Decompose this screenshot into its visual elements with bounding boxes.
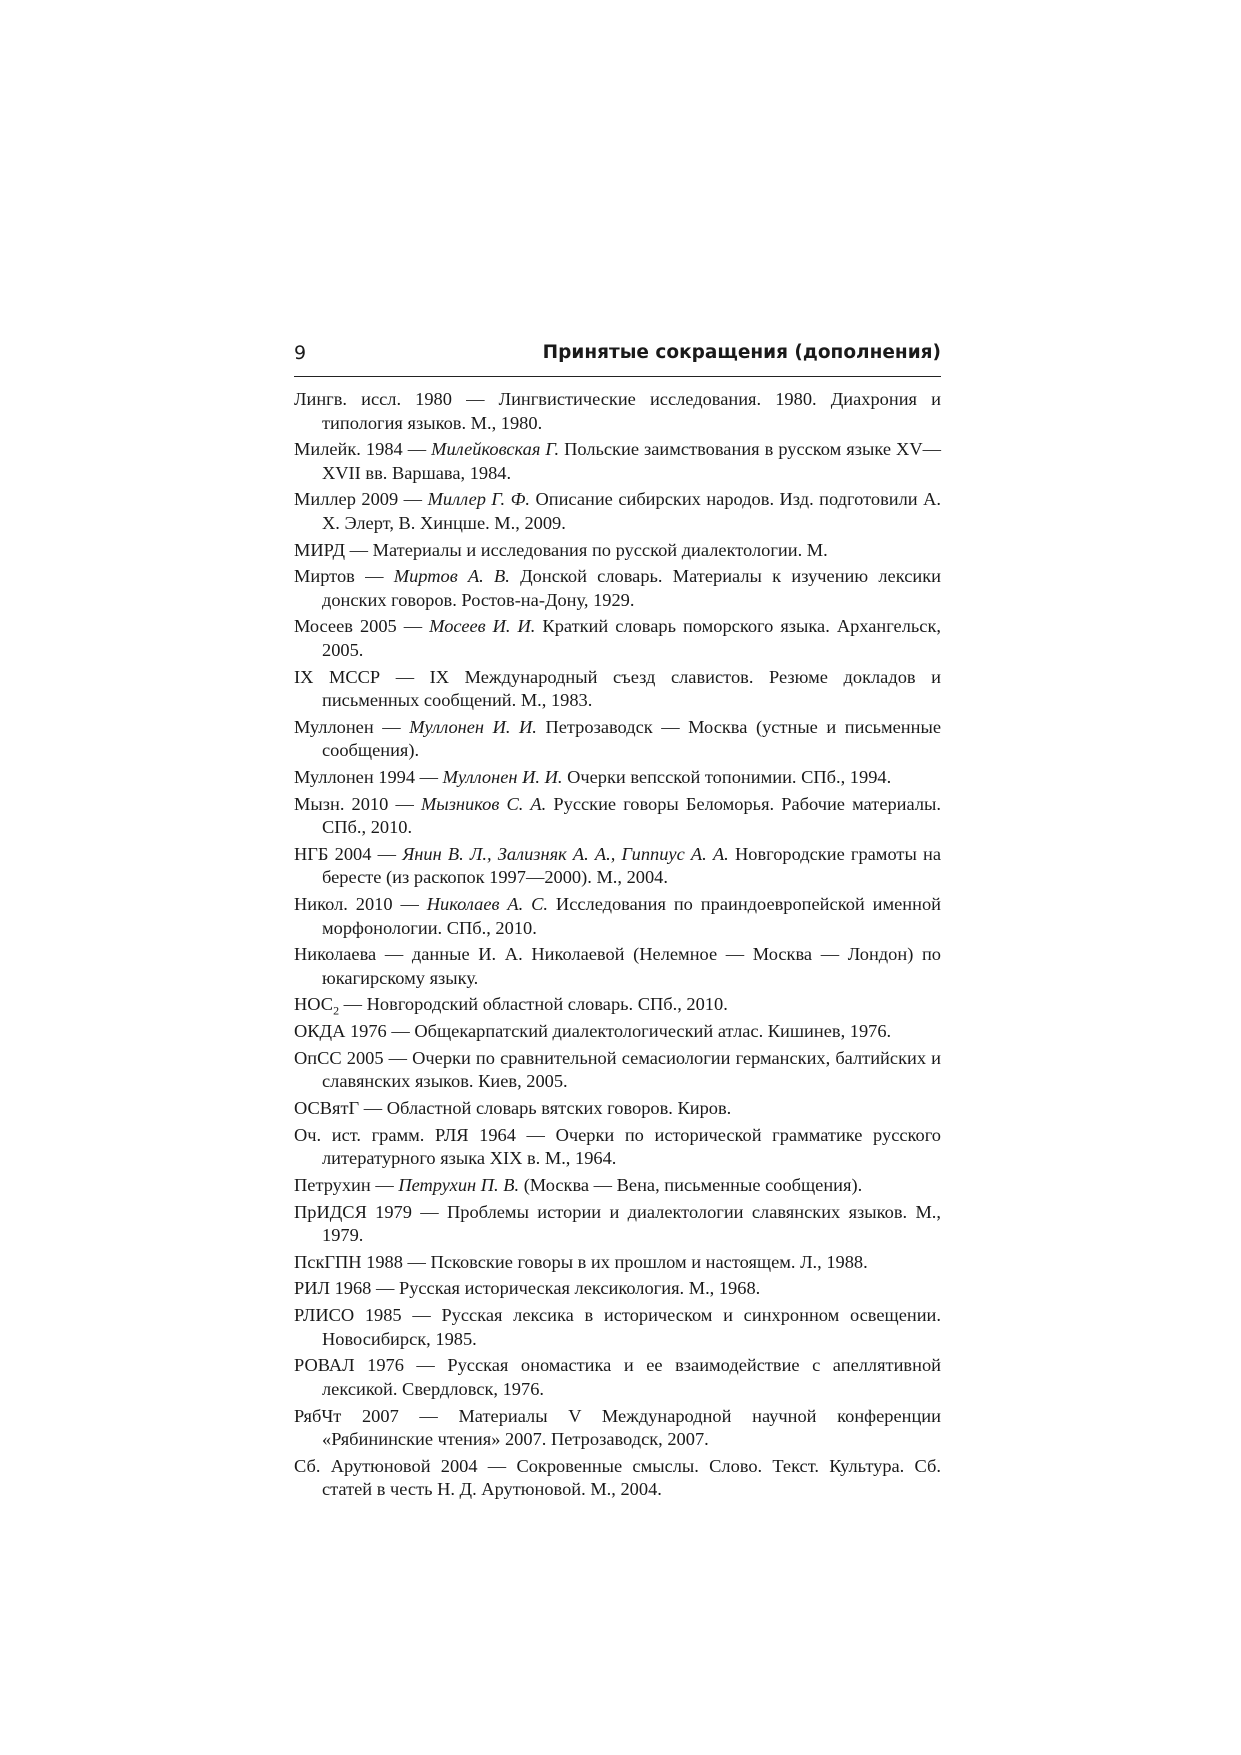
entry-abbreviation-subscript: 2 [333,1004,340,1019]
abbreviation-entry: Муллонен 1994 — Муллонен И. И. Очерки вепсской топонимии. СПб., 1994. [294,767,892,787]
running-title: Принятые сокращения (дополнения) [542,342,941,363]
entry-description: Очерки по исторической грамматике русского литературного языка XIX в. М., 1964. [322,1124,941,1169]
entry-author: Мызников С. А. [420,793,547,814]
entry-description: Проблемы истории и диалектологии славянских языков. М., 1979. [322,1201,942,1246]
entry-description: Петрозаводск — Москва (устные и письменные сообщения). [322,716,942,761]
abbreviation-entry: IX МССР — IX Международный съезд славистов. Резюме докладов и письменных сообщений. М., 1983. [294,666,942,711]
abbreviation-entry: Николаева — данные И. А. Николаевой (Нелемное — Москва — Лондон) по юкагирскому языку. [294,944,942,988]
abbreviation-entry: ОпСС 2005 — Очерки по сравнительной семасиологии германских, балтийских и славянских языков. Киев, 2005. [294,1047,941,1092]
entry-abbreviation: IX МССР [294,666,381,687]
entry-author: Миртов А. В. [393,566,510,587]
entry-description: данные И. А. Николаевой (Нелемное — Москва — Лондон) по юкагирскому языку. [322,944,942,988]
abbreviation-entry: Милейк. 1984 — Милейковская Г. Польские заимствования в русском языке XV—XVII вв. Варшава, 1984. [294,439,941,483]
entry-abbreviation: РябЧт 2007 [294,1405,399,1426]
entry-description: Русская историческая лексикология. М., 1968. [398,1278,761,1299]
abbreviation-entry: ОСВятГ — Областной словарь вятских говоров. Киров. [294,1098,732,1118]
entry-abbreviation: Миртов [294,566,355,587]
abbreviation-entry: Лингв. иссл. 1980 — Лингвистические исследования. 1980. Диахрония и типология языков. М., 1980. [294,389,941,433]
abbreviation-entry: Мосеев 2005 — Мосеев И. И. Краткий словарь поморского языка. Архангельск, 2005. [294,616,941,660]
entry-abbreviation: Петрухин [294,1174,371,1195]
entry-description: Исследования по праиндоевропейской именной морфонологии. СПб., 2010. [322,894,942,938]
entry-author: Миллер Г. Ф. [427,489,530,510]
abbreviation-entry: РОВАЛ 1976 — Русская ономастика и ее взаимодействие с апеллятивной лексикой. Свердловск, 1976. [294,1355,941,1399]
entry-description: Польские заимствования в русском языке XV—XVII вв. Варшава, 1984. [322,439,941,483]
entry-description: Общекарпатский диалектологический атлас. Кишинев, 1976. [414,1021,892,1042]
entry-author: Милейковская Г. [431,439,560,460]
entry-abbreviation: РОВАЛ 1976 [294,1355,404,1376]
entry-description: Материалы V Международной научной конференции «Рябининские чтения» 2007. Петрозаводск, 2007. [322,1405,941,1449]
abbreviation-entry: Оч. ист. грамм. РЛЯ 1964 — Очерки по исторической грамматике русского литературного языка XIX в. М., 1964. [294,1124,941,1169]
entry-abbreviation: Миллер 2009 [294,489,399,510]
abbreviation-entry: Мызн. 2010 — Мызников С. А. Русские говоры Беломорья. Рабочие материалы. СПб., 2010. [294,793,941,838]
entry-description: Донской словарь. Материалы к изучению лексики донских говоров. Ростов-на-Дону, 1929. [322,566,941,610]
entry-abbreviation: Мызн. 2010 [294,793,389,814]
entry-abbreviation: МИРД [294,539,346,560]
entry-description: Русская ономастика и ее взаимодействие с апеллятивной лексикой. Свердловск, 1976. [322,1355,941,1399]
entry-abbreviation: Николаева [294,944,377,965]
entry-author: Янин В. Л., Зализняк А. А., Гиппиус А. А. [402,843,729,864]
abbreviation-entry: РябЧт 2007 — Материалы V Международной научной конференции «Рябининские чтения» 2007. Петрозаводск, 2007. [294,1405,941,1449]
entry-description: Русская лексика в историческом и синхронном освещении. Новосибирск, 1985. [322,1305,941,1349]
entry-description: Краткий словарь поморского языка. Архангельск, 2005. [322,616,941,660]
abbreviation-entry: ПскГПН 1988 — Псковские говоры в их прошлом и настоящем. Л., 1988. [294,1251,868,1272]
entry-abbreviation: ОКДА 1976 [294,1021,387,1042]
abbreviation-entry: $НОС_2$ — Новгородский областной словарь. СПб., 2010. [294,994,728,1019]
abbreviation-list [294,388,941,1505]
abbreviation-entry: Муллонен — Муллонен И. И. Петрозаводск — Москва (устные и письменные сообщения). [294,716,942,761]
entry-description: Сокровенные смыслы. Слово. Текст. Культура. Сб. статей в честь Н. Д. Арутюновой. М., 2004. [322,1455,941,1500]
entry-abbreviation: Сб. Арутюновой 2004 [294,1455,478,1476]
entry-description: Описание сибирских народов. Изд. подготовили А. Х. Элерт, В. Хинцше. М., 2009. [322,489,941,533]
entry-description: Очерки вепсской топонимии. СПб., 1994. [567,767,892,787]
page-header [294,340,941,377]
abbreviation-entry: Миллер 2009 — Миллер Г. Ф. Описание сибирских народов. Изд. подготовили А. Х. Элерт, В. Хинцше. М., 2009. [294,489,941,533]
abbreviation-entry: НГБ 2004 — Янин В. Л., Зализняк А. А., Гиппиус А. А. Новгородские грамоты на бересте (из раскопок 1997—2000). М., 2004. [294,843,941,888]
entry-description: Новгородский областной словарь. СПб., 2010. [366,994,728,1015]
abbreviation-entry: ПрИДСЯ 1979 — Проблемы истории и диалектологии славянских языков. М., 1979. [294,1201,942,1246]
entry-abbreviation: РИЛ 1968 [294,1278,372,1299]
abbreviation-entry: Сб. Арутюновой 2004 — Сокровенные смыслы. Слово. Текст. Культура. Сб. статей в честь Н. Д. Арутюновой. М., 2004. [294,1455,941,1500]
entry-description: Лингвистические исследования. 1980. Диахрония и типология языков. М., 1980. [322,389,941,433]
entry-abbreviation: Лингв. иссл. 1980 [294,389,452,409]
abbreviation-entry: РИЛ 1968 — Русская историческая лексикология. М., 1968. [294,1278,761,1299]
entry-abbreviation: Никол. 2010 [294,894,393,915]
abbreviation-entry: МИРД — Материалы и исследования по русской диалектологии. М. [294,539,828,560]
entry-description: Очерки по сравнительной семасиологии германских, балтийских и славянских языков. Киев, 2005. [322,1047,941,1092]
entry-abbreviation: Муллонен [294,716,374,737]
abbreviation-entry: ОКДА 1976 — Общекарпатский диалектологический атлас. Кишинев, 1976. [294,1021,892,1042]
entry-abbreviation: ОСВятГ [294,1098,360,1118]
entry-author: Мосеев И. И. [429,616,536,637]
abbreviation-entry: Петрухин — Петрухин П. В. (Москва — Вена, письменные сообщения). [294,1174,863,1195]
abbreviation-entry: РЛИСО 1985 — Русская лексика в историческом и синхронном освещении. Новосибирск, 1985. [294,1305,941,1349]
entry-abbreviation: ПрИДСЯ 1979 [294,1201,412,1222]
entry-author: Муллонен И. И. [409,716,537,737]
entry-description: IX Международный съезд славистов. Резюме докладов и письменных сообщений. М., 1983. [322,666,942,711]
entry-description: Новгородские грамоты на бересте (из раскопок 1997—2000). М., 2004. [322,843,941,888]
abbreviation-entry: Никол. 2010 — Николаев А. С. Исследования по праиндоевропейской именной морфонологии. СПб., 2010. [294,894,942,938]
entry-description: (Москва — Вена, письменные сообщения). [523,1174,863,1195]
entry-abbreviation: Муллонен 1994 [294,767,416,787]
entry-abbreviation: Оч. ист. грамм. РЛЯ 1964 [294,1124,516,1145]
entry-author: Петрухин П. В. [398,1174,520,1195]
entry-abbreviation: РЛИСО 1985 [294,1305,402,1326]
entry-author: Муллонен И. И. [442,767,563,787]
entry-author: Николаев А. С. [426,894,548,915]
entry-description: Областной словарь вятских говоров. Киров. [386,1098,732,1118]
entry-abbreviation: ОпСС 2005 [294,1047,384,1068]
page-number: 9 [294,342,307,364]
entry-abbreviation: НГБ 2004 [294,843,372,864]
entry-abbreviation: ПскГПН 1988 [294,1251,403,1272]
entry-abbreviation: Мосеев 2005 [294,616,397,637]
entry-description: Материалы и исследования по русской диалектологии. М. [372,539,828,560]
abbreviation-entry: Миртов — Миртов А. В. Донской словарь. Материалы к изучению лексики донских говоров. Ростов-на-Дону, 1929. [294,566,941,610]
entry-description: Псковские говоры в их прошлом и настоящем. Л., 1988. [430,1251,868,1272]
entry-abbreviation: НОС [294,994,334,1015]
entry-abbreviation: Милейк. 1984 [294,439,403,460]
entry-description: Русские говоры Беломорья. Рабочие материалы. СПб., 2010. [322,793,941,838]
